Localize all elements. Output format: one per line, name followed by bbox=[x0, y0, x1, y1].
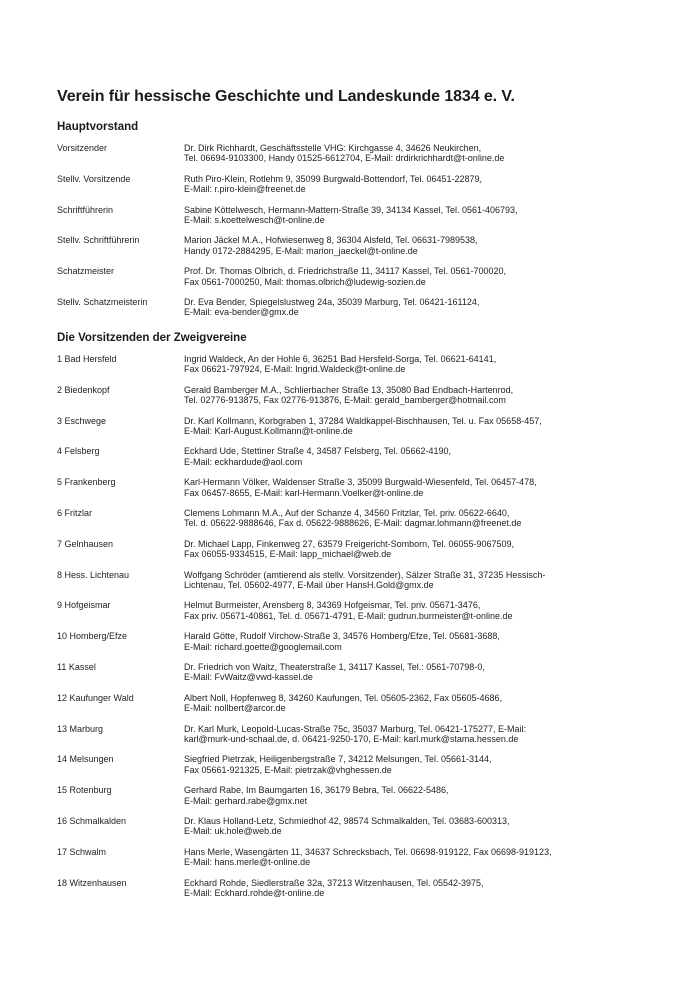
entry-row bbox=[57, 816, 662, 837]
entry-label: 16 Schmalkalden bbox=[57, 816, 127, 827]
entry-text-line: Dr. Eva Bender, Spiegelslustweg 24a, 35039 Marburg, Tel. 06421-161124, bbox=[184, 297, 480, 308]
entry-text-line: Tel. 06694-9103300, Handy 01525-6612704, E-Mail: drdirkrichhardt@t-online.de bbox=[184, 153, 505, 164]
entry-text-line: Fax 05661-921325, E-Mail: pietrzak@vhghessen.de bbox=[184, 764, 392, 775]
entry-text-line: Dr. Klaus Holland-Letz, Schmiedhof 42, 98574 Schmalkalden, Tel. 03683-600313, bbox=[184, 816, 510, 827]
entry-row bbox=[57, 662, 662, 683]
entry-text-line: Dr. Karl Kollmann, Korbgraben 1, 37284 Waldkappel-Bischhausen, Tel. u. Fax 05658-457, bbox=[184, 415, 542, 426]
entry-text-line: Dr. Karl Murk, Leopold-Lucas-Straße 75c, 35037 Marburg, Tel. 06421-175277, E-Mail: bbox=[184, 723, 527, 734]
entry-text-line: E-Mail: eva-bender@gmx.de bbox=[184, 307, 299, 318]
entry-text-line: Sabine Köttelwesch, Hermann-Mattern-Straße 39, 34134 Kassel, Tel. 0561-406793, bbox=[184, 204, 518, 215]
entry-text-line: E-Mail: nollbert@arcor.de bbox=[184, 703, 286, 714]
entry-text-line: Eckhard Rohde, Siedlerstraße 32a, 37213 Witzenhausen, Tel. 05542-3975, bbox=[184, 877, 484, 888]
entry-row bbox=[57, 416, 662, 437]
entry-label: Schriftführerin bbox=[57, 204, 114, 215]
entry-text bbox=[184, 385, 662, 406]
entry-text bbox=[184, 662, 662, 683]
entry-text bbox=[184, 570, 662, 591]
entry-label: 12 Kaufunger Wald bbox=[57, 692, 134, 703]
entry-text-line: Dr. Dirk Richhardt, Geschäftsstelle VHG: Kirchgasse 4, 34626 Neukirchen, bbox=[184, 143, 482, 153]
entry-row bbox=[57, 205, 662, 226]
entry-text bbox=[184, 600, 662, 621]
entry-label: Stellv. Schriftführerin bbox=[57, 235, 140, 246]
entry-text bbox=[184, 297, 662, 318]
entry-text bbox=[184, 235, 662, 256]
entry-text-line: E-Mail: richard.goette@googlemail.com bbox=[184, 641, 342, 652]
entry-text bbox=[184, 878, 662, 899]
entry-text-line: E-Mail: uk.hole@web.de bbox=[184, 826, 282, 837]
entry-row bbox=[57, 754, 662, 775]
entry-label: 11 Kassel bbox=[57, 662, 96, 672]
entry-text-line: Hans Merle, Wasengärten 11, 34637 Schrecksbach, Tel. 06698-919122, Fax 06698-919123, bbox=[184, 846, 552, 857]
entry-row bbox=[57, 600, 662, 621]
entry-row bbox=[57, 354, 662, 375]
entry-label: 17 Schwalm bbox=[57, 846, 107, 857]
entry-row bbox=[57, 174, 662, 195]
entry-label: 9 Hofgeismar bbox=[57, 600, 111, 611]
entry-text bbox=[184, 724, 662, 745]
entry-text bbox=[184, 477, 662, 498]
entry-label: 10 Homberg/Efze bbox=[57, 631, 128, 642]
entry-text-line: Prof. Dr. Thomas Olbrich, d. Friedrichstraße 11, 34117 Kassel, Tel. 0561-700020, bbox=[184, 266, 506, 277]
entry-text-line: Lichtenau, Tel. 05602-4977, E-Mail über HansH.Gold@gmx.de bbox=[184, 579, 434, 590]
entry-row bbox=[57, 631, 662, 652]
entry-text bbox=[184, 539, 662, 560]
entry-text-line: E-Mail: r.piro-klein@freenet.de bbox=[184, 184, 306, 195]
entry-row bbox=[57, 297, 662, 318]
entry-row bbox=[57, 508, 662, 529]
entry-text bbox=[184, 693, 662, 714]
entry-text-line: Dr. Michael Lapp, Finkenweg 27, 63579 Freigericht-Somborn, Tel. 06055-9067509, bbox=[184, 538, 515, 549]
entry-text-line: Wolfgang Schröder (amtierend als stellv. Vorsitzender), Sälzer Straße 31, 37235 Hessisch- bbox=[184, 569, 546, 580]
entry-label: 2 Biedenkopf bbox=[57, 384, 110, 395]
entry-label: Stellv. Schatzmeisterin bbox=[57, 297, 148, 308]
entry-text bbox=[184, 847, 662, 868]
entry-text-line: Gerald Bamberger M.A., Schlierbacher Straße 13, 35080 Bad Endbach-Hartenrod, bbox=[184, 384, 514, 395]
entry-label: Vorsitzender bbox=[57, 143, 108, 153]
entry-label: Schatzmeister bbox=[57, 266, 115, 277]
entry-row bbox=[57, 724, 662, 745]
entry-label: 13 Marburg bbox=[57, 723, 104, 734]
entry-row bbox=[57, 785, 662, 806]
entry-text-line: Eckhard Ude, Stettiner Straße 4, 34587 Felsberg, Tel. 05662-4190, bbox=[184, 446, 451, 457]
section-heading-hauptvorstand: Hauptvorstand bbox=[57, 121, 139, 133]
entry-label: 3 Eschwege bbox=[57, 415, 107, 426]
entry-text-line: Siegfried Pietrzak, Heiligenbergstraße 7, 34212 Melsungen, Tel. 05661-3144, bbox=[184, 754, 492, 765]
entry-text-line: Handy 0172-2884295, E-Mail: marion_jaeckel@t-online.de bbox=[184, 245, 418, 256]
entry-label: 4 Felsberg bbox=[57, 446, 100, 457]
entry-label: 15 Rotenburg bbox=[57, 785, 112, 796]
entry-text-line: E-Mail: eckhardude@aol.com bbox=[184, 456, 303, 467]
entry-text bbox=[184, 446, 662, 467]
entry-text bbox=[184, 174, 662, 195]
entry-row bbox=[57, 143, 662, 164]
entry-text-line: Harald Götte, Rudolf Virchow-Straße 3, 34576 Homberg/Efze, Tel. 05681-3688, bbox=[184, 631, 500, 642]
entry-label: 6 Fritzlar bbox=[57, 507, 93, 518]
entry-text-line: E-Mail: gerhard.rabe@gmx.net bbox=[184, 795, 308, 806]
entry-text-line: Helmut Burmeister, Arensberg 8, 34369 Hofgeismar, Tel. priv. 05671-3476, bbox=[184, 600, 481, 611]
entry-text-line: Gerhard Rabe, Im Baumgarten 16, 36179 Bebra, Tel. 06622-5486, bbox=[184, 785, 449, 796]
entry-text bbox=[184, 266, 662, 287]
entry-text-line: Marion Jäckel M.A., Hofwiesenweg 8, 36304 Alsfeld, Tel. 06631-7989538, bbox=[184, 235, 478, 246]
entry-label: 8 Hess. Lichtenau bbox=[57, 569, 130, 580]
section-hauptvorstand bbox=[57, 121, 662, 318]
document-title: Verein für hessische Geschichte und Landeskunde 1834 e. V. bbox=[57, 88, 515, 105]
entry-text bbox=[184, 354, 662, 375]
entry-text-line: Tel. 02776-913875, Fax 02776-913876, E-Mail: gerald_bamberger@hotmail.com bbox=[184, 395, 506, 406]
entry-text bbox=[184, 816, 662, 837]
section-zweigvereine bbox=[57, 332, 662, 899]
entry-label: 18 Witzenhausen bbox=[57, 877, 127, 888]
entry-text-line: Dr. Friedrich von Waitz, Theaterstraße 1, 34117 Kassel, Tel.: 0561-70798-0, bbox=[184, 662, 485, 672]
entry-label: 5 Frankenberg bbox=[57, 477, 116, 488]
entry-text bbox=[184, 785, 662, 806]
entry-label: 14 Melsungen bbox=[57, 754, 114, 765]
entry-row bbox=[57, 477, 662, 498]
entry-row bbox=[57, 847, 662, 868]
entry-text-line: Ingrid Waldeck, An der Hohle 6, 36251 Bad Hersfeld-Sorga, Tel. 06621-64141, bbox=[184, 353, 497, 364]
entry-text-line: Fax priv. 05671-40861, Tel. d. 05671-4791, E-Mail: gudrun.burmeister@t-online.de bbox=[184, 610, 513, 621]
entry-text-line: Fax 0561-7000250, Mail: thomas.olbrich@ludewig-sozien.de bbox=[184, 276, 426, 287]
entry-text-line: karl@murk-und-schaal.de, d. 06421-9250-170, E-Mail: karl.murk@stama.hessen.de bbox=[184, 734, 519, 745]
entry-text bbox=[184, 416, 662, 437]
entry-text-line: Clemens Lohmann M.A., Auf der Schanze 4, 34560 Fritzlar, Tel. priv. 05622-6640, bbox=[184, 507, 510, 518]
entry-label: 7 Gelnhausen bbox=[57, 538, 114, 549]
entry-text bbox=[184, 631, 662, 652]
entry-text-line: E-Mail: Eckhard.rohde@t-online.de bbox=[184, 888, 325, 899]
entry-rows-zweigvereine bbox=[57, 354, 662, 899]
entry-text-line: E-Mail: Karl-August.Kollmann@t-online.de bbox=[184, 425, 353, 436]
entry-text-line: Fax 06055-9334515, E-Mail: lapp_michael@web.de bbox=[184, 549, 392, 560]
entry-text-line: Tel. d. 05622-9888646, Fax d. 05622-9888626, E-Mail: dagmar.lohmann@freenet.de bbox=[184, 518, 522, 529]
entry-row bbox=[57, 235, 662, 256]
entry-label: 1 Bad Hersfeld bbox=[57, 353, 117, 364]
entry-text-line: E-Mail: s.koettelwesch@t-online.de bbox=[184, 215, 325, 226]
section-heading-zweigvereine: Die Vorsitzenden der Zweigvereine bbox=[57, 331, 247, 344]
entry-text bbox=[184, 143, 662, 164]
entry-text-line: Fax 06621-797924, E-Mail: Ingrid.Waldeck@t-online.de bbox=[184, 364, 406, 375]
entry-row bbox=[57, 446, 662, 467]
entry-label: Stellv. Vorsitzende bbox=[57, 173, 131, 184]
entry-row bbox=[57, 385, 662, 406]
entry-row bbox=[57, 266, 662, 287]
entry-text bbox=[184, 754, 662, 775]
entry-text-line: Ruth Piro-Klein, Rotlehm 9, 35099 Burgwald-Bottendorf, Tel. 06451-22879, bbox=[184, 173, 483, 184]
entry-text-line: Fax 06457-8655, E-Mail: karl-Hermann.Voelker@t-online.de bbox=[184, 487, 424, 498]
entry-row bbox=[57, 570, 662, 591]
entry-row bbox=[57, 693, 662, 714]
entry-text-line: E-Mail: hans.merle@t-online.de bbox=[184, 857, 311, 868]
entry-text-line: Karl-Hermann Völker, Waldenser Straße 3, 35099 Burgwald-Wiesenfeld, Tel. 06457-478, bbox=[184, 477, 537, 488]
entry-row bbox=[57, 878, 662, 899]
entry-row bbox=[57, 539, 662, 560]
entry-rows-hauptvorstand bbox=[57, 143, 662, 318]
entry-text bbox=[184, 205, 662, 226]
entry-text-line: Albert Noll, Hopfenweg 8, 34260 Kaufungen, Tel. 05605-2362, Fax 05605-4686, bbox=[184, 692, 503, 703]
entry-text bbox=[184, 508, 662, 529]
entry-text-line: E-Mail: FvWaitz@vwd-kassel.de bbox=[184, 672, 313, 683]
